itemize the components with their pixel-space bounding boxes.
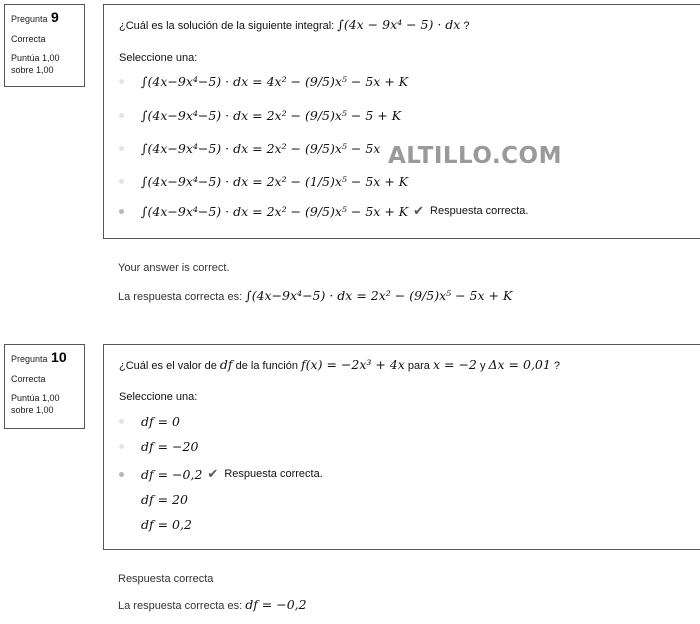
answer-option[interactable] [119, 512, 192, 536]
answer-option[interactable] [119, 103, 401, 127]
question-x-value: x = −2 [432, 357, 477, 372]
question-number-value: 10 [51, 349, 67, 365]
question-state: Correcta [11, 34, 46, 44]
option-text: ∫(4x−9x⁴−5) · dx = 2x² − (9/5)x⁵ − 5 + K [141, 107, 402, 123]
radio-button[interactable] [119, 146, 124, 151]
feedback-text: Respuesta correcta [118, 573, 214, 585]
radio-button[interactable] [119, 79, 124, 84]
question-content-10 [103, 344, 700, 550]
question-info-9 [4, 4, 85, 87]
question-grade [11, 52, 84, 76]
right-answer-label: La respuesta correcta es: [118, 291, 243, 303]
radio-button[interactable] [119, 419, 124, 424]
question-label: Pregunta [11, 14, 48, 24]
right-answer-label: La respuesta correcta es: [118, 600, 243, 612]
checkmark-icon: ✔ [207, 466, 219, 481]
question-number [11, 10, 84, 26]
option-text: df = −20 [141, 438, 199, 454]
question-info-10 [4, 344, 85, 429]
grade-line-2: sobre 1,00 [11, 65, 54, 75]
correct-label: Respuesta correcta. [224, 468, 323, 480]
radio-button-selected[interactable] [119, 472, 124, 477]
question-text [119, 17, 470, 32]
select-prompt: Seleccione una: [119, 52, 198, 64]
right-answer [118, 597, 307, 612]
feedback-text: Your answer is correct. [118, 262, 230, 274]
grade-line-1: Puntúa 1,00 [11, 393, 60, 403]
question-prefix: ¿Cuál es la solución de la siguiente integral: [119, 20, 335, 32]
watermark: ALTILLO.COM [388, 143, 562, 169]
right-answer [118, 288, 512, 303]
question-grade [11, 392, 84, 416]
question-mid-3: y [479, 360, 486, 372]
checkmark-icon: ✔ [413, 203, 425, 218]
correct-label: Respuesta correcta. [430, 205, 529, 217]
option-text: df = 20 [141, 491, 188, 507]
question-state: Correcta [11, 374, 46, 384]
radio-button[interactable] [119, 113, 124, 118]
question-math: ∫(4x − 9x⁴ − 5) · dx [337, 17, 461, 32]
question-df: df [219, 357, 233, 372]
answer-option[interactable] [119, 434, 198, 458]
answer-option[interactable] [119, 169, 408, 193]
right-answer-math: df = −0,2 [245, 597, 307, 612]
question-dx-value: Δx = 0,01 [488, 357, 551, 372]
question-text [119, 357, 560, 372]
option-text: df = −0,2 [141, 466, 203, 482]
question-mid-2: para [407, 360, 430, 372]
answer-option[interactable] [119, 69, 408, 93]
answer-option-selected[interactable] [119, 462, 323, 486]
answer-option[interactable] [119, 136, 380, 160]
question-prefix: ¿Cuál es el valor de [119, 360, 217, 372]
option-text: ∫(4x−9x⁴−5) · dx = 2x² − (9/5)x⁵ − 5x + K [141, 203, 409, 219]
option-text: ∫(4x−9x⁴−5) · dx = 4x² − (9/5)x⁵ − 5x + K [141, 73, 409, 89]
grade-line-1: Puntúa 1,00 [11, 53, 60, 63]
option-text: ∫(4x−9x⁴−5) · dx = 2x² − (1/5)x⁵ − 5x + K [141, 173, 409, 189]
question-label: Pregunta [11, 354, 48, 364]
question-function: f(x) = −2x³ + 4x [301, 357, 405, 372]
question-suffix: ? [463, 20, 470, 32]
question-mid-1: de la función [235, 360, 298, 372]
question-suffix: ? [553, 360, 561, 372]
question-number [11, 350, 84, 366]
radio-button-selected[interactable] [119, 209, 124, 214]
answer-option[interactable] [119, 409, 180, 433]
question-content-9 [103, 4, 700, 239]
option-text: df = 0 [141, 413, 181, 429]
answer-option-selected[interactable] [119, 199, 528, 223]
radio-button[interactable] [119, 179, 124, 184]
answer-option[interactable] [119, 487, 188, 511]
right-answer-math: ∫(4x−9x⁴−5) · dx = 2x² − (9/5)x⁵ − 5x + K [245, 288, 513, 303]
radio-button[interactable] [119, 444, 124, 449]
option-text: df = 0,2 [141, 516, 192, 532]
grade-line-2: sobre 1,00 [11, 405, 54, 415]
question-number-value: 9 [51, 9, 59, 25]
option-text: ∫(4x−9x⁴−5) · dx = 2x² − (9/5)x⁵ − 5x [141, 140, 381, 156]
select-prompt: Seleccione una: [119, 391, 198, 403]
